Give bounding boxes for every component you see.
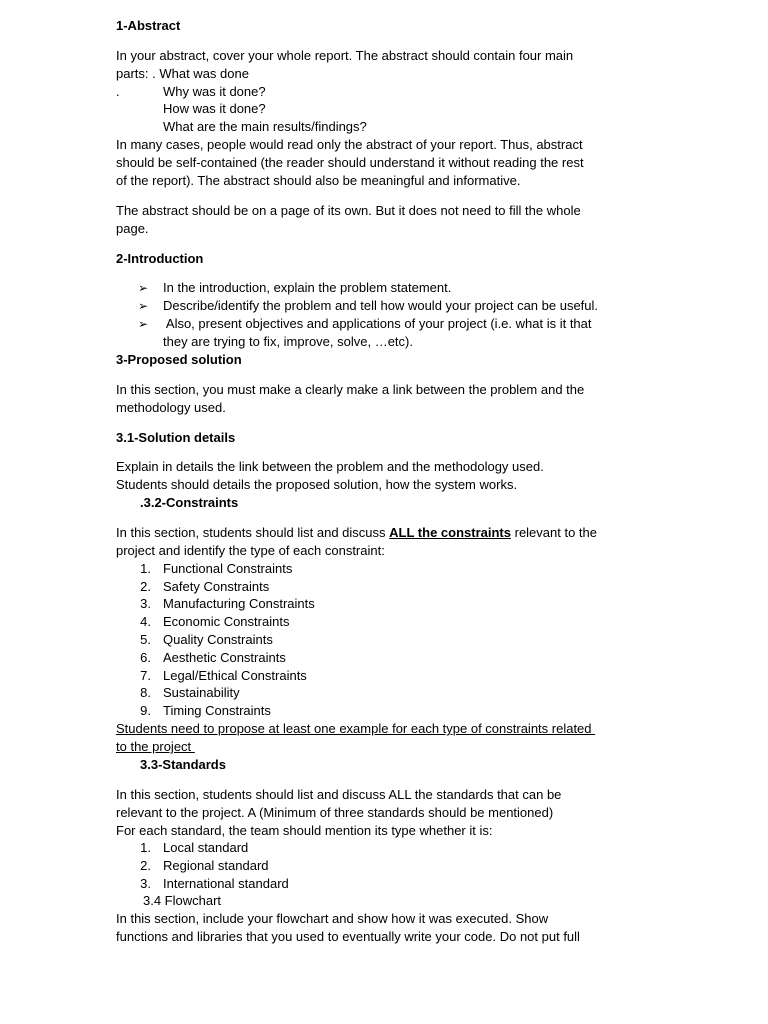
constraint-item: Sustainability bbox=[163, 685, 240, 700]
constraint-item: Legal/Ethical Constraints bbox=[163, 668, 307, 683]
abstract-paragraph-line: page. bbox=[116, 221, 149, 236]
constraints-intro-text: relevant to the bbox=[511, 525, 597, 540]
constraints-heading: .3.2-Constraints bbox=[140, 495, 239, 510]
solution-details-line: Students should details the proposed solution, how the system works. bbox=[116, 477, 518, 492]
flowchart-paragraph-line: In this section, include your flowchart and show how it was executed. Show bbox=[116, 911, 549, 926]
proposed-paragraph-line: In this section, you must make a clearly make a link between the problem and the bbox=[116, 382, 585, 397]
constraint-item: Economic Constraints bbox=[163, 614, 290, 629]
abstract-bullet-dot: . bbox=[116, 84, 120, 99]
standards-paragraph-line: In this section, students should list and discuss ALL the standards that can be bbox=[116, 787, 562, 802]
flowchart-paragraph-line: functions and libraries that you used to eventually write your code. Do not put full bbox=[116, 929, 580, 944]
list-number: 3. bbox=[140, 876, 151, 891]
standards-paragraph-line: For each standard, the team should mention its type whether it is: bbox=[116, 823, 493, 838]
constraints-intro-line: project and identify the type of each constraint: bbox=[116, 543, 385, 558]
proposed-paragraph-line: methodology used. bbox=[116, 400, 226, 415]
constraint-item: Timing Constraints bbox=[163, 703, 271, 718]
introduction-heading: 2-Introduction bbox=[116, 251, 204, 266]
list-number: 8. bbox=[140, 685, 151, 700]
standards-paragraph-line: relevant to the project. A (Minimum of three standards should be mentioned) bbox=[116, 805, 554, 820]
constraint-item: Aesthetic Constraints bbox=[163, 650, 286, 665]
arrow-bullet-icon: ➢ bbox=[138, 317, 149, 331]
list-number: 2. bbox=[140, 579, 151, 594]
introduction-bullet: In the introduction, explain the problem statement. bbox=[163, 280, 452, 295]
introduction-bullet-continuation: they are trying to fix, improve, solve, …etc). bbox=[163, 334, 413, 349]
abstract-paragraph-line: should be self-contained (the reader should understand it without reading the rest bbox=[116, 155, 584, 170]
list-number: 1. bbox=[140, 840, 151, 855]
proposed-solution-heading: 3-Proposed solution bbox=[116, 352, 242, 367]
abstract-paragraph-line: of the report). The abstract should also be meaningful and informative. bbox=[116, 173, 521, 188]
list-number: 6. bbox=[140, 650, 151, 665]
constraint-item: Quality Constraints bbox=[163, 632, 273, 647]
arrow-bullet-icon: ➢ bbox=[138, 281, 149, 295]
abstract-question-why: Why was it done? bbox=[163, 84, 266, 99]
list-number: 3. bbox=[140, 596, 151, 611]
solution-details-line: Explain in details the link between the problem and the methodology used. bbox=[116, 459, 544, 474]
constraints-emphasis: ALL the constraints bbox=[389, 525, 511, 540]
list-number: 4. bbox=[140, 614, 151, 629]
list-number: 9. bbox=[140, 703, 151, 718]
list-number: 1. bbox=[140, 561, 151, 576]
abstract-heading: 1-Abstract bbox=[116, 18, 181, 33]
standard-item: Local standard bbox=[163, 840, 249, 855]
constraints-note-line: to the project bbox=[116, 739, 195, 754]
constraints-intro-line bbox=[116, 524, 597, 542]
standard-item: International standard bbox=[163, 876, 289, 891]
constraint-item: Functional Constraints bbox=[163, 561, 293, 576]
constraint-item: Manufacturing Constraints bbox=[163, 596, 315, 611]
standard-item: Regional standard bbox=[163, 858, 269, 873]
abstract-question-how: How was it done? bbox=[163, 101, 266, 116]
abstract-paragraph-line: In many cases, people would read only the abstract of your report. Thus, abstract bbox=[116, 137, 583, 152]
abstract-paragraph-line: parts: . What was done bbox=[116, 66, 249, 81]
constraints-intro-text: In this section, students should list and discuss bbox=[116, 525, 390, 540]
introduction-bullet: Describe/identify the problem and tell how would your project can be useful. bbox=[163, 298, 599, 313]
list-number: 7. bbox=[140, 668, 151, 683]
abstract-question-results: What are the main results/findings? bbox=[163, 119, 367, 134]
flowchart-heading: 3.4 Flowchart bbox=[143, 893, 222, 908]
list-number: 5. bbox=[140, 632, 151, 647]
constraints-note-line: Students need to propose at least one example for each type of constraints related bbox=[116, 721, 596, 736]
introduction-bullet: Also, present objectives and applications of your project (i.e. what is it that bbox=[163, 316, 592, 331]
abstract-paragraph-line: The abstract should be on a page of its own. But it does not need to fill the whole bbox=[116, 203, 581, 218]
standards-heading: 3.3-Standards bbox=[140, 757, 226, 772]
abstract-paragraph-line: In your abstract, cover your whole report. The abstract should contain four main bbox=[116, 48, 574, 63]
arrow-bullet-icon: ➢ bbox=[138, 299, 149, 313]
solution-details-heading: 3.1-Solution details bbox=[116, 430, 236, 445]
constraint-item: Safety Constraints bbox=[163, 579, 270, 594]
list-number: 2. bbox=[140, 858, 151, 873]
